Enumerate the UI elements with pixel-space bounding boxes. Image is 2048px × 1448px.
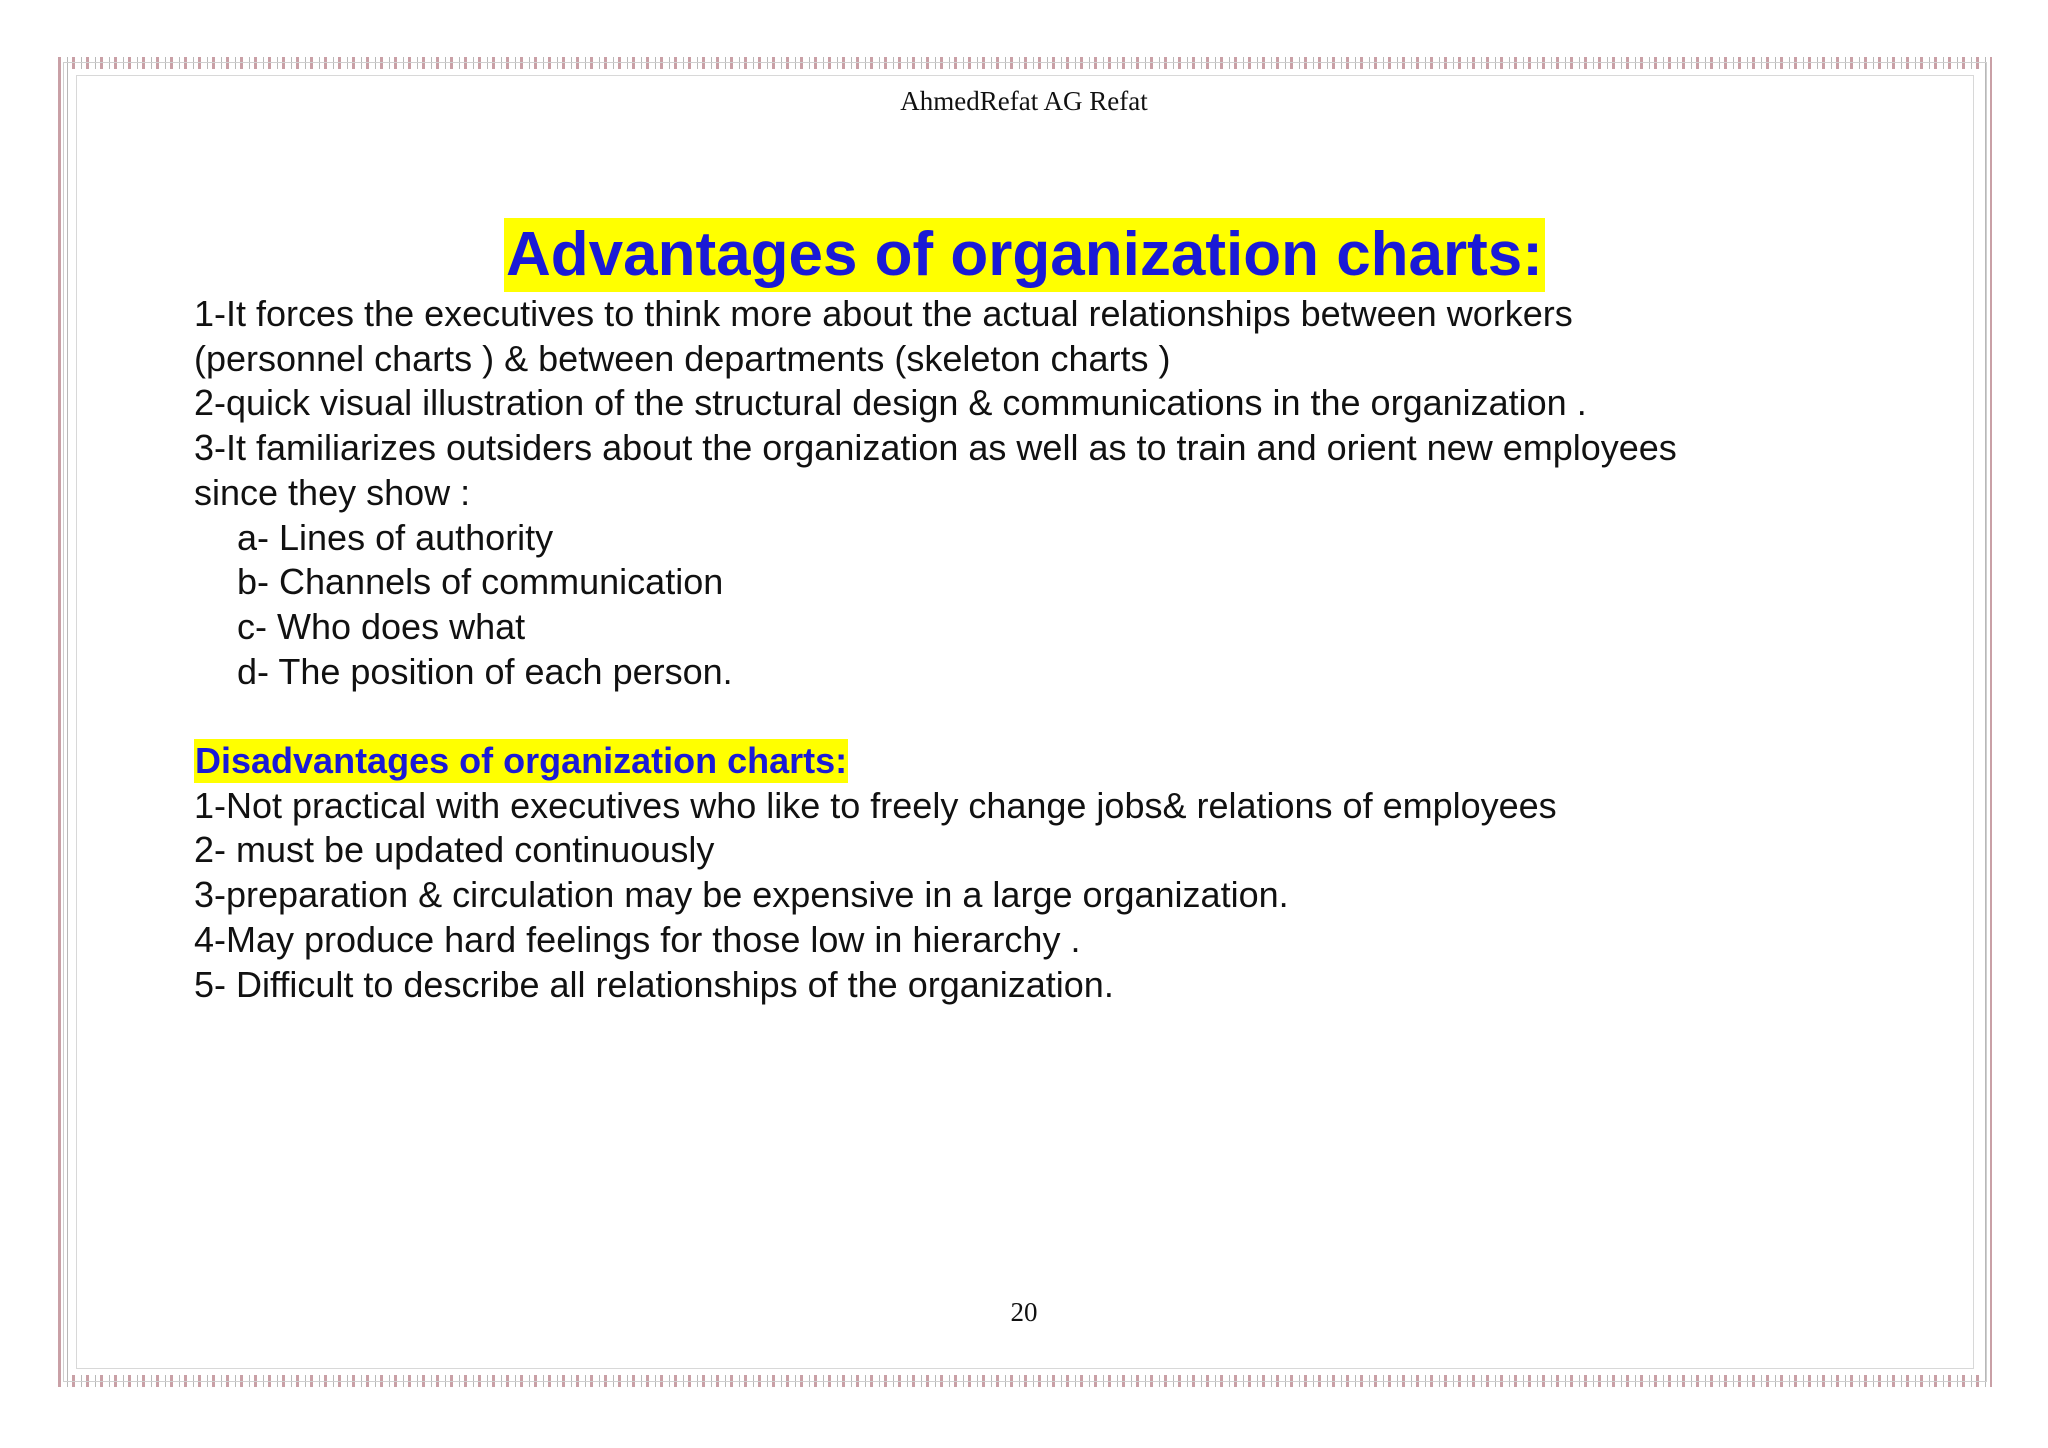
document-body xyxy=(194,292,1934,1007)
advantage-line-4: 3-It familiarizes outsiders about the organization as well as to train and orient new employees xyxy=(194,427,1677,469)
advantage-line-5: since they show : xyxy=(194,471,471,513)
advantage-sub-item-b: b- Channels of communication xyxy=(237,561,724,603)
advantage-line-2: (personnel charts ) & between departments (skeleton charts ) xyxy=(194,337,1171,379)
disadvantage-line-5: 5- Difficult to describe all relationships of the organization. xyxy=(194,963,1114,1005)
advantage-sub-item-c: c- Who does what xyxy=(237,605,526,647)
disadvantage-line-1: 1-Not practical with executives who like to freely change jobs& relations of employees xyxy=(194,784,1557,826)
disadvantages-heading-row xyxy=(194,739,1934,784)
advantage-line-3: 2-quick visual illustration of the structural design & communications in the organization . xyxy=(194,382,1587,424)
advantage-sub-item-d: d- The position of each person. xyxy=(237,650,733,692)
advantage-line-1: 1-It forces the executives to think more about the actual relationships between workers xyxy=(194,293,1573,334)
disadvantage-line-3: 3-preparation & circulation may be expensive in a large organization. xyxy=(194,874,1289,916)
advantage-sub-item-a: a- Lines of authority xyxy=(237,516,554,558)
disadvantages-title: Disadvantages of organization charts: xyxy=(195,740,848,782)
page-header-author: AhmedRefat AG Refat xyxy=(900,86,1148,116)
page-number: 20 xyxy=(1010,1297,1038,1327)
disadvantage-line-4: 4-May produce hard feelings for those low in hierarchy . xyxy=(194,918,1081,960)
section-spacer xyxy=(194,694,1934,739)
advantages-title: Advantages of organization charts: xyxy=(504,218,1545,292)
disadvantage-line-2: 2- must be updated continuously xyxy=(194,829,715,871)
